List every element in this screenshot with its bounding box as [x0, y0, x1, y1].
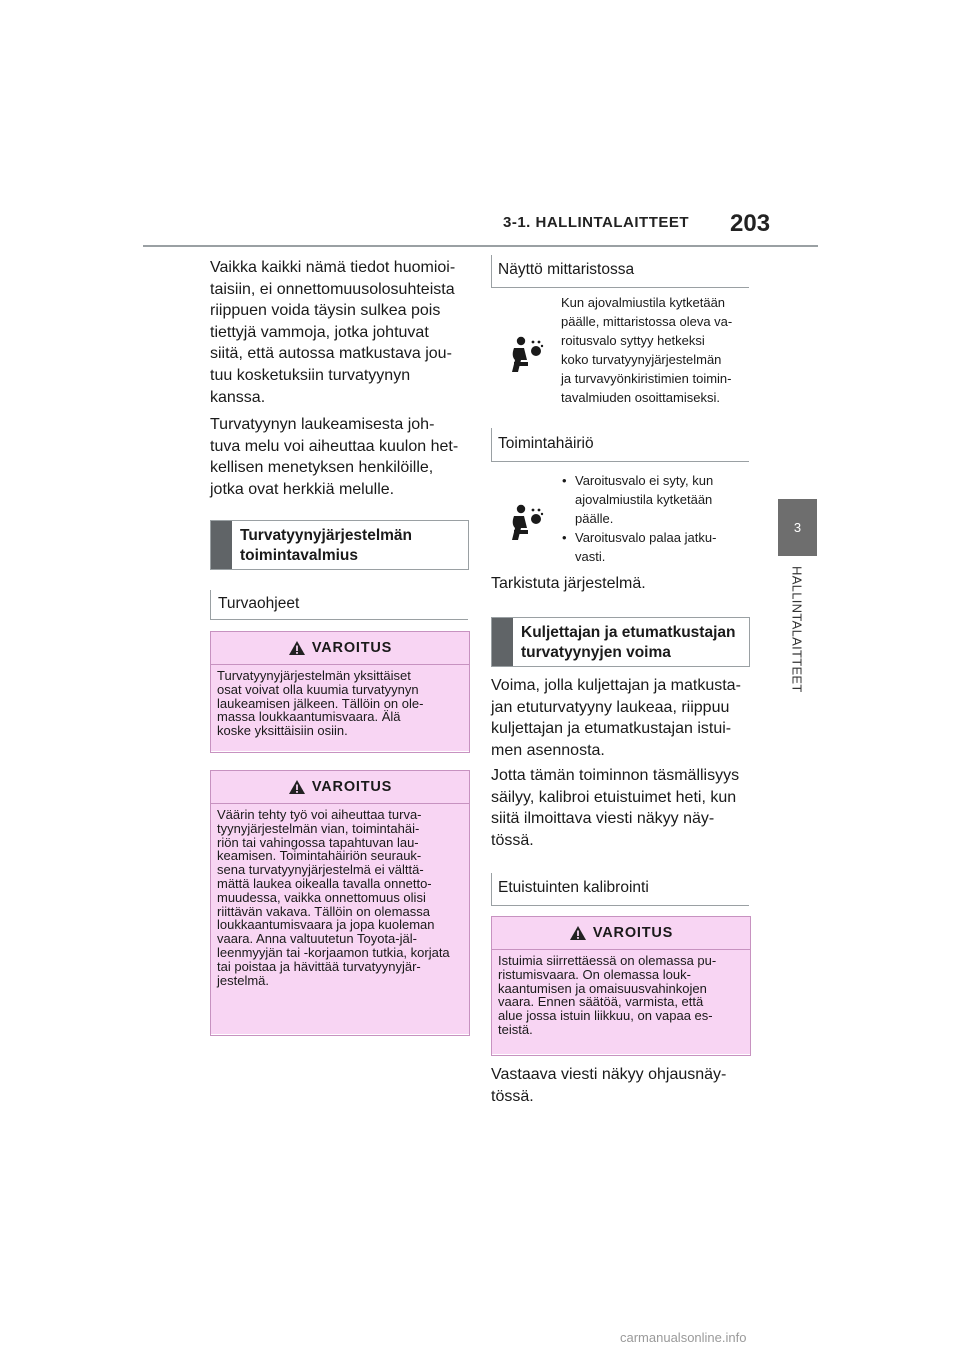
fault-bullet-2: • Varoitusvalo palaa jatku- vasti. [561, 528, 751, 566]
subheading-display [491, 255, 749, 288]
warning-box-1 [210, 631, 470, 753]
subheading-display-text: Näyttö mittaristossa [498, 261, 635, 278]
display-description: Kun ajovalmiustila kytketään päälle, mittaristossa oleva va- roitusvalo syttyy hetkeksi koko turvatyynyjärjestelmän ja turvavyönkiristimien toimin- tavalmiuden osoittamiseksi. [561, 295, 733, 405]
warning-header-1 [211, 632, 469, 665]
section-heading-readiness [210, 520, 469, 570]
warning-title-1: VAROITUS [311, 640, 393, 656]
subheading-calibration [491, 873, 749, 906]
warning-header-2 [211, 771, 469, 804]
section-title: 3-1. HALLINTALAITTEET [503, 214, 690, 231]
watermark: carmanualsonline.info [620, 1330, 747, 1345]
fault-bullet-1: • Varoitusvalo ei syty, kun ajovalmiustila kytketään päälle. [561, 471, 751, 528]
warning-text-2: Väärin tehty työ voi aiheuttaa turva- tyynyjärjestelmän vian, toimintahäi- riön tai vahingossa tapahtuvan lau- keamisen. Toimintahäiriön seurauk- sena turvatyynyjärjestelmä ei välttä- mättä laukea oikealla tavalla onnetto- muudessa, vaikka onnettomuus olisi riittävän vakava. Tällöin on olemassa loukkaantumisvaara ja jopa kuoleman vaara. Anna valtuutetun Toyota-jäl- leenmyyjän tai -korjaamon tutkia, korjata tai poistaa ja hävittää turvatyynyjär- jestelmä. [211, 804, 469, 1034]
warning-icon [288, 779, 306, 795]
intro-paragraph-1: Vaikka kaikki nämä tiedot huomioi- taisiin, ei onnettomuusolosuhteista riippuen voida täysin sulkea pois tiettyjä vammoja, jotka johtuvat siitä, että autossa matkustava jou- tuu kosketuksiin turvatyynyn kanssa. [210, 259, 456, 406]
section-heading-force-text: Kuljettajan ja etumatkustajan turvatyynyjen voima [521, 624, 736, 661]
heading-bar [211, 521, 232, 569]
warning-text-1: Turvatyynyjärjestelmän yksittäiset osat voivat olla kuumia turvatyynyn laukeamisen jälkeen. Tällöin on ole- massa loukkaantumisvaara. Älä koske yksittäisiin osiin. [211, 665, 469, 751]
force-paragraph-1: Voima, jolla kuljettajan ja matkusta- jan etuturvatyyny laukeaa, riippuu kuljettajan ja etumatkustajan istui- men asennosta. [491, 677, 741, 759]
airbag-warning-icon [508, 504, 544, 542]
subheading-calibration-text: Etuistuinten kalibrointi [498, 879, 649, 896]
page-number: 203 [730, 210, 771, 237]
subheading-safety [210, 590, 468, 620]
heading-bar [492, 618, 513, 666]
subheading-safety-text: Turvaohjeet [218, 595, 300, 612]
subheading-fault-text: Toimintahäiriö [498, 435, 594, 452]
warning-box-2 [210, 770, 470, 1036]
check-instruction: Tarkistuta järjestelmä. [491, 575, 646, 592]
chapter-label-text: HALLINTALAITTEET [789, 566, 805, 693]
section-heading-force [491, 617, 750, 667]
airbag-warning-icon [508, 336, 544, 374]
warning-icon [288, 640, 306, 656]
header-rule [143, 245, 818, 247]
warning-icon [569, 925, 587, 941]
warning-box-3 [491, 916, 751, 1056]
intro-paragraph-2: Turvatyynyn laukeamisesta joh- tuva melu voi aiheuttaa kuulon het- kellisen menetyksen henkilöille, jotka ovat herkkiä melulle. [210, 416, 459, 498]
fault-list [561, 471, 751, 566]
section-heading-text: Turvatyynyjärjestelmän toimintavalmius [240, 527, 413, 564]
warning-text-3: Istuimia siirrettäessä on olemassa pu- ristumisvaara. On olemassa louk- kaantumisen ja omaisuusvahinkojen vaara. Ennen säätöä, varmista, että alue jossa istuin liikkuu, on vapaa es- teistä. [492, 950, 750, 1054]
final-paragraph: Vastaava viesti näkyy ohjausnäy- tössä. [491, 1066, 727, 1105]
warning-title-3: VAROITUS [592, 925, 674, 941]
subheading-fault [491, 428, 749, 462]
chapter-tab[interactable]: 3 [778, 499, 817, 556]
force-paragraph-2: Jotta tämän toiminnon täsmällisyys säilyy, kalibroi etuistuimet heti, kun siitä ilmoittava viesti näkyy näy- tössä. [491, 767, 740, 849]
chapter-label [785, 566, 809, 716]
warning-header-3 [492, 917, 750, 950]
warning-title-2: VAROITUS [311, 779, 393, 795]
